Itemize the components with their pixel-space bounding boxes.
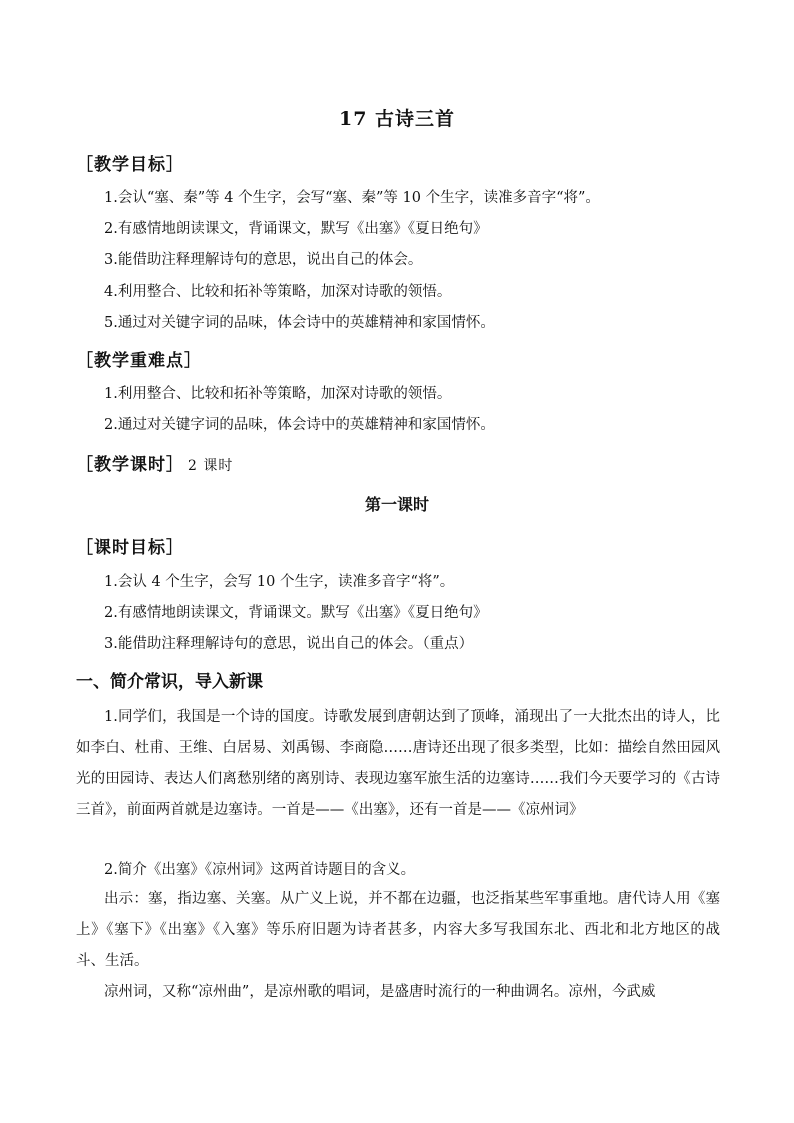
class-hours-heading xyxy=(76,450,233,475)
section-one-paragraph: 2.简介《出塞》《凉州词》这两首诗题目的含义。 xyxy=(104,862,416,878)
key-point-item: 1.利用整合、比较和拓补等策略，加深对诗歌的领悟。 xyxy=(104,386,452,402)
lesson-goal-item: 2.有感情地朗读课文，背诵课文。默写《出塞》《夏日绝句》 xyxy=(104,605,488,621)
section-one-paragraph: 出示：塞，指边塞、关塞。从广义上说，并不都在边疆，也泛指某些军事重地。唐代诗人用《塞上》《塞下》《出塞》《入塞》等乐府旧题为诗者甚多，内容大多写我国东北、西北和北方地区的战斗、生活。 xyxy=(76,891,720,969)
section-one-paragraph: 1.同学们，我国是一个诗的国度。诗歌发展到唐朝达到了顶峰，涌现出了一大批杰出的诗人，比如李白、杜甫、王维、白居易、刘禹锡、李商隐……唐诗还出现了很多类型，比如：描绘自然田园风光的田园诗、表达人们离愁别绪的离别诗、表现边塞军旅生活的边塞诗……我们今天要学习的《古诗三首》，前面两首就是边塞诗。一首是——《出塞》，还有一首是——《凉州词》 xyxy=(76,709,720,818)
section-one-paragraph: 凉州词，又称“凉州曲”，是凉州歌的唱词，是盛唐时流行的一种曲调名。凉州，今武威 xyxy=(104,984,656,1000)
teaching-goals-heading: ［教学目标］ xyxy=(76,155,184,175)
lesson-one-subtitle: 第一课时 xyxy=(364,495,429,514)
section-one-heading: 一、简介常识，导入新课 xyxy=(76,672,263,692)
teaching-goal-item: 1.会认“塞、秦”等 4 个生字，会写“塞、秦”等 10 个生字，读准多音字“将”。 xyxy=(104,190,600,206)
lesson-goal-item: 3.能借助注释理解诗句的意思，说出自己的体会。（重点） xyxy=(104,636,474,652)
class-hours-value: 2 课时 xyxy=(188,458,234,474)
teaching-goal-item: 4.利用整合、比较和拓补等策略，加深对诗歌的领悟。 xyxy=(104,284,452,300)
page-title: 17 古诗三首 xyxy=(338,108,456,130)
lesson-goal-item: 1.会认 4 个生字，会写 10 个生字，读准多音字“将”。 xyxy=(104,574,455,590)
teaching-goal-item: 5.通过对关键字词的品味，体会诗中的英雄精神和家国情怀。 xyxy=(104,315,495,331)
class-hours-label: ［教学课时］ xyxy=(76,455,184,475)
key-points-heading: ［教学重难点］ xyxy=(76,351,202,371)
teaching-goal-item: 3.能借助注释理解诗句的意思，说出自己的体会。 xyxy=(104,252,423,268)
key-point-item: 2.通过对关键字词的品味，体会诗中的英雄精神和家国情怀。 xyxy=(104,417,495,433)
teaching-goal-item: 2.有感情地朗读课文，背诵课文，默写《出塞》《夏日绝句》 xyxy=(104,221,488,237)
lesson-goals-heading: ［课时目标］ xyxy=(76,538,184,558)
